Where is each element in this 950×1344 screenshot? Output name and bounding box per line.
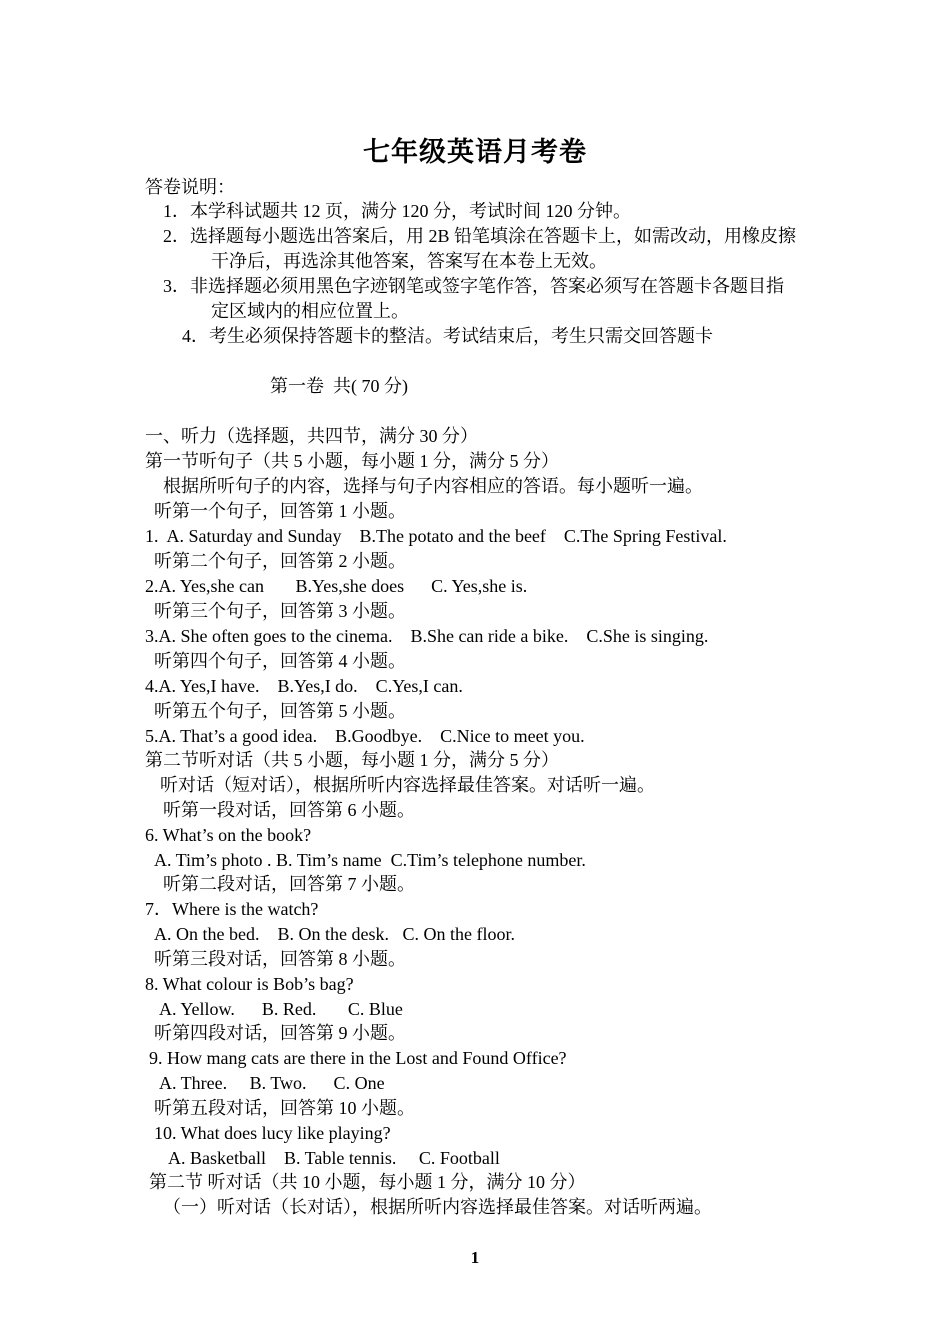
instruction-item-4: 4．考生必须保持答题卡的整洁。考试结束后，考生只需交回答题卡 — [182, 326, 713, 346]
prompt-1: 听第一个句子，回答第 1 小题。 — [154, 501, 406, 521]
section-1-heading: 第一节听句子（共 5 小题，每小题 1 分，满分 5 分） — [145, 451, 559, 471]
prompt-7: 听第二段对话，回答第 7 小题。 — [163, 874, 415, 894]
instruction-item-2: 2．选择题每小题选出答案后，用 2B 铅笔填涂在答题卡上，如需改动，用橡皮擦 — [163, 226, 797, 246]
instruction-item-2-continued: 干净后，再选涂其他答案，答案写在本卷上无效。 — [211, 251, 607, 271]
question-7: 7．Where is the watch? — [145, 899, 319, 919]
question-2: 2.A. Yes,she can B.Yes,she does C. Yes,she is. — [145, 576, 528, 596]
page-number: 1 — [470, 1248, 480, 1267]
prompt-6: 听第一段对话，回答第 6 小题。 — [163, 800, 415, 820]
question-8-options: A. Yellow. B. Red. C. Blue — [159, 999, 403, 1019]
section-3-heading: 第二节 听对话（共 10 小题，每小题 1 分，满分 10 分） — [149, 1172, 586, 1192]
prompt-9: 听第四段对话，回答第 9 小题。 — [154, 1023, 406, 1043]
section-1-directions: 根据所听句子的内容，选择与句子内容相应的答语。每小题听一遍。 — [163, 476, 703, 496]
question-9: 9. How mang cats are there in the Lost and Found Office? — [149, 1048, 567, 1068]
instruction-item-1: 1．本学科试题共 12 页，满分 120 分，考试时间 120 分钟。 — [163, 201, 631, 221]
section-2-heading: 第二节听对话（共 5 小题，每小题 1 分，满分 5 分） — [145, 750, 559, 770]
question-9-options: A. Three. B. Two. C. One — [159, 1073, 385, 1093]
prompt-8: 听第三段对话，回答第 8 小题。 — [154, 949, 406, 969]
question-6-options: A. Tim’s photo . B. Tim’s name C.Tim’s telephone number. — [154, 850, 586, 870]
question-4: 4.A. Yes,I have. B.Yes,I do. C.Yes,I can. — [145, 676, 463, 696]
question-6: 6. What’s on the book? — [145, 825, 312, 845]
prompt-3: 听第三个句子，回答第 3 小题。 — [154, 601, 406, 621]
prompt-2: 听第二个句子，回答第 2 小题。 — [154, 551, 406, 571]
prompt-10: 听第五段对话，回答第 10 小题。 — [154, 1098, 415, 1118]
section-2-directions: 听对话（短对话），根据所听内容选择最佳答案。对话听一遍。 — [160, 775, 655, 795]
instruction-item-3-continued: 定区域内的相应位置上。 — [211, 301, 409, 321]
instructions-heading: 答卷说明： — [145, 177, 235, 197]
question-1: 1. A. Saturday and Sunday B.The potato and the beef C.The Spring Festival. — [145, 526, 727, 546]
question-7-options: A. On the bed. B. On the desk. C. On the floor. — [154, 924, 515, 944]
volume-heading: 第一卷 共( 70 分) — [270, 376, 408, 396]
question-10-options: A. Basketball B. Table tennis. C. Football — [168, 1148, 500, 1168]
question-3: 3.A. She often goes to the cinema. B.She can ride a bike. C.She is singing. — [145, 626, 709, 646]
page-title: 七年级英语月考卷 — [363, 137, 587, 167]
question-10: 10. What does lucy like playing? — [154, 1123, 391, 1143]
question-5: 5.A. That’s a good idea. B.Goodbye. C.Nice to meet you. — [145, 726, 585, 746]
prompt-5: 听第五个句子，回答第 5 小题。 — [154, 701, 406, 721]
question-8: 8. What colour is Bob’s bag? — [145, 974, 354, 994]
section-3-directions: （一）听对话（长对话），根据所听内容选择最佳答案。对话听两遍。 — [163, 1197, 712, 1217]
listening-part-heading: 一、听力（选择题，共四节，满分 30 分） — [145, 426, 478, 446]
prompt-4: 听第四个句子，回答第 4 小题。 — [154, 651, 406, 671]
instruction-item-3: 3．非选择题必须用黑色字迹钢笔或签字笔作答，答案必须写在答题卡各题目指 — [163, 276, 784, 296]
